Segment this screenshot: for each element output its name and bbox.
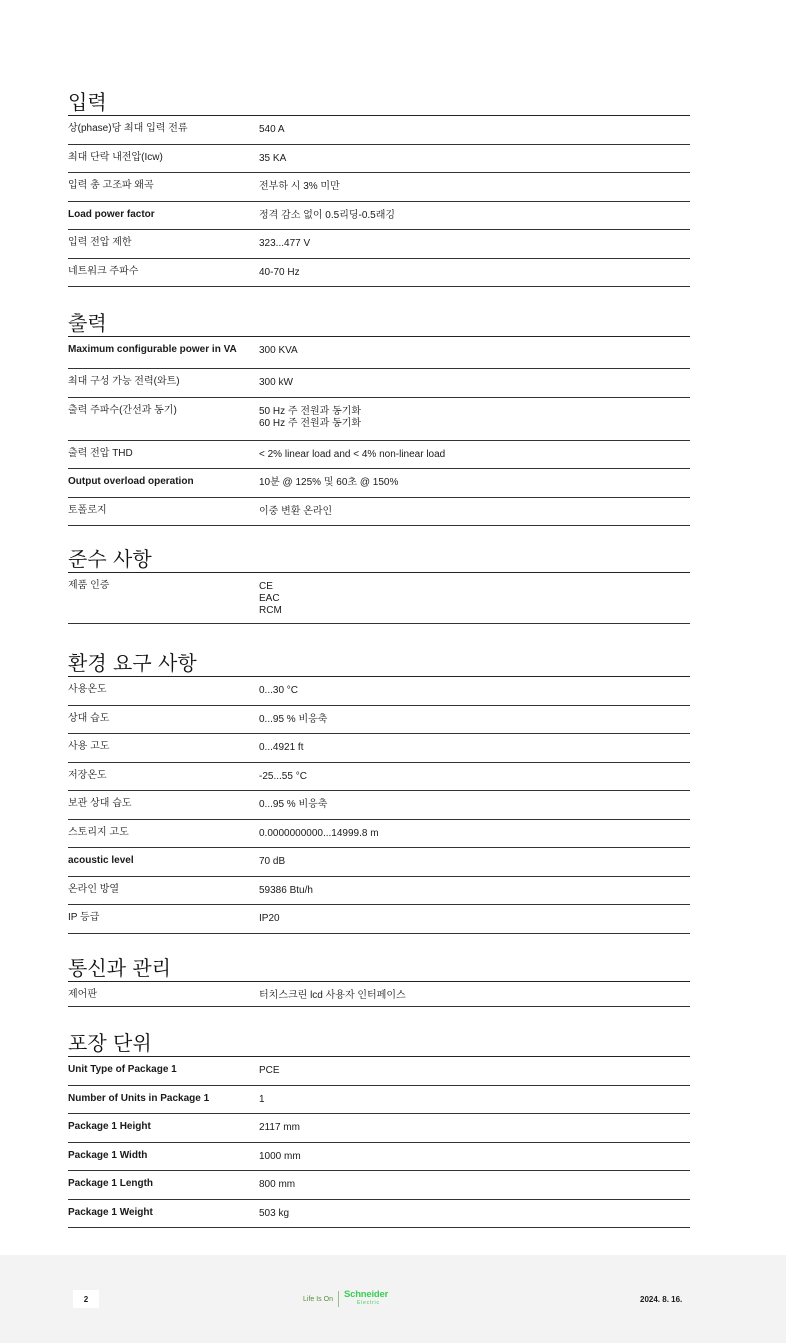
spec-value-line: 정격 감소 없이 0.5리딩-0.5래깅 xyxy=(259,209,396,221)
spec-value xyxy=(259,763,690,783)
spec-value xyxy=(259,791,690,811)
brand-sub: Electric xyxy=(356,1300,380,1306)
spec-value-line: 전부하 시 3% 미만 xyxy=(259,181,340,192)
spec-row xyxy=(68,1057,690,1086)
spec-value xyxy=(259,1114,690,1134)
spec-value xyxy=(259,230,690,250)
spec-row xyxy=(68,677,690,706)
spec-value-line: 0...4921 ft xyxy=(259,742,304,753)
spec-section xyxy=(68,1030,690,1228)
spec-label: 보관 상대 습도 xyxy=(68,798,132,809)
spec-row xyxy=(68,791,690,820)
spec-value xyxy=(259,337,690,357)
spec-value-line: 300 KVA xyxy=(259,345,298,356)
spec-row xyxy=(68,763,690,792)
spec-row xyxy=(68,469,690,498)
spec-value-line: 0...30 °C xyxy=(259,685,299,696)
spec-label: IP 등급 xyxy=(68,912,100,923)
spec-value-line: < 2% linear load and < 4% non-linear load xyxy=(259,448,446,460)
spec-section xyxy=(68,89,690,287)
spec-value-line: -25...55 °C xyxy=(259,770,307,782)
spec-value-line: EAC xyxy=(259,593,280,604)
spec-label: 토폴로지 xyxy=(68,504,107,516)
section-title: 통신과 관리 xyxy=(68,955,690,982)
spec-section xyxy=(68,955,690,1007)
spec-value xyxy=(259,573,690,617)
section-title: 포장 단위 xyxy=(68,1030,690,1057)
spec-section xyxy=(68,310,690,526)
spec-label: 출력 전압 THD xyxy=(68,447,133,459)
spec-row xyxy=(68,202,690,231)
spec-label: 네트워크 주파수 xyxy=(68,265,139,277)
spec-value-line: 1000 mm xyxy=(259,1150,301,1162)
section-title: 준수 사항 xyxy=(68,546,690,573)
spec-row xyxy=(68,1086,690,1115)
spec-row xyxy=(68,1114,690,1143)
spec-value xyxy=(259,877,690,897)
spec-row xyxy=(68,398,690,441)
schneider-logo xyxy=(344,1291,388,1307)
spec-label: 제품 인증 xyxy=(68,580,110,591)
brand-name: Schneider xyxy=(343,1289,389,1300)
spec-value xyxy=(259,259,690,279)
spec-value xyxy=(259,706,690,726)
spec-value xyxy=(259,469,690,489)
spec-label: 사용 고도 xyxy=(68,741,110,752)
spec-value xyxy=(259,1086,690,1106)
spec-value-line: IP20 xyxy=(259,913,280,924)
spec-value-line: 800 mm xyxy=(259,1179,296,1190)
spec-value xyxy=(259,202,690,222)
spec-label: Maximum configurable power in VA xyxy=(68,344,237,355)
spec-row xyxy=(68,498,690,527)
page-number: 2 xyxy=(73,1290,99,1308)
spec-label: 상(phase)당 최대 입력 전류 xyxy=(68,123,188,134)
spec-row xyxy=(68,877,690,906)
spec-value-line: 60 Hz 주 전원과 동기화 xyxy=(259,417,362,429)
spec-value-line: 0...95 % 비응축 xyxy=(259,713,328,725)
spec-value-line: 1 xyxy=(259,1093,265,1105)
spec-value xyxy=(259,145,690,165)
spec-label: 사용온도 xyxy=(68,684,107,695)
brand-logo-area xyxy=(303,1290,388,1308)
spec-row xyxy=(68,573,690,624)
document-date: 2024. 8. 16. xyxy=(640,1295,683,1304)
spec-label: Package 1 Height xyxy=(68,1121,151,1132)
spec-value-line: 70 dB xyxy=(259,856,286,867)
spec-value xyxy=(259,173,690,193)
spec-label: 스토리지 고도 xyxy=(68,826,129,838)
spec-value xyxy=(259,820,690,840)
spec-label: acoustic level xyxy=(68,855,134,866)
spec-value xyxy=(259,441,690,461)
spec-value xyxy=(259,905,690,925)
spec-value-line: RCM xyxy=(259,605,282,616)
spec-section xyxy=(68,650,690,934)
brand-divider xyxy=(338,1291,339,1307)
spec-value-line: 300 kW xyxy=(259,377,293,388)
spec-value-line: 323...477 V xyxy=(259,238,311,249)
spec-value-line: 50 Hz 주 전원과 동기화 xyxy=(259,405,362,417)
spec-value-line: PCE xyxy=(259,1065,280,1076)
spec-row xyxy=(68,820,690,849)
spec-value-line: 59386 Btu/h xyxy=(259,884,313,896)
spec-value xyxy=(259,1143,690,1163)
brand-tagline: Life Is On xyxy=(303,1295,333,1303)
spec-row xyxy=(68,706,690,735)
spec-section xyxy=(68,546,690,624)
spec-value xyxy=(259,848,690,868)
spec-label: Output overload operation xyxy=(68,476,194,487)
spec-row xyxy=(68,734,690,763)
spec-value xyxy=(259,982,690,1002)
spec-value-line: 2117 mm xyxy=(259,1122,300,1133)
spec-row xyxy=(68,982,690,1007)
spec-label: Package 1 Length xyxy=(68,1178,154,1189)
spec-row xyxy=(68,1200,690,1229)
spec-value xyxy=(259,398,690,430)
spec-row xyxy=(68,441,690,470)
spec-value-line: CE xyxy=(259,581,273,592)
spec-value xyxy=(259,734,690,754)
spec-row xyxy=(68,1171,690,1200)
spec-value xyxy=(259,1171,690,1191)
spec-row xyxy=(68,259,690,288)
spec-row xyxy=(68,848,690,877)
spec-value-line: 35 KA xyxy=(259,152,287,164)
spec-value xyxy=(259,1057,690,1077)
spec-label: 상대 습도 xyxy=(68,712,110,724)
spec-value-line: 40-70 Hz xyxy=(259,266,300,278)
section-title: 입력 xyxy=(68,89,690,116)
spec-label: Load power factor xyxy=(68,208,155,220)
spec-value-line: 0...95 % 비응축 xyxy=(259,799,328,810)
spec-label: Package 1 Width xyxy=(68,1149,148,1161)
spec-label: 온라인 방열 xyxy=(68,883,120,895)
spec-value-line: 0.0000000000...14999.8 m xyxy=(259,827,379,839)
spec-value xyxy=(259,677,690,697)
section-title: 출력 xyxy=(68,310,690,337)
spec-value xyxy=(259,116,690,136)
spec-row xyxy=(68,1143,690,1172)
spec-label: Unit Type of Package 1 xyxy=(68,1064,177,1075)
page-footer xyxy=(0,1255,786,1343)
spec-row xyxy=(68,369,690,398)
spec-label: 출력 주파수(간선과 동기) xyxy=(68,404,177,416)
spec-row xyxy=(68,145,690,174)
spec-value xyxy=(259,369,690,389)
spec-label: 제어판 xyxy=(68,989,97,1000)
section-title: 환경 요구 사항 xyxy=(68,650,690,677)
spec-value-line: 10분 @ 125% 및 60초 @ 150% xyxy=(259,477,399,488)
spec-row xyxy=(68,230,690,259)
spec-value xyxy=(259,1200,690,1220)
spec-row xyxy=(68,337,690,369)
spec-label: 입력 총 고조파 왜곡 xyxy=(68,180,154,191)
spec-row xyxy=(68,116,690,145)
spec-label: 저장온도 xyxy=(68,769,107,781)
spec-row xyxy=(68,173,690,202)
spec-label: 입력 전압 제한 xyxy=(68,237,132,248)
spec-label: 최대 단락 내전압(Icw) xyxy=(68,151,163,163)
spec-value-line: 이중 변환 온라인 xyxy=(259,505,333,517)
spec-value-line: 540 A xyxy=(259,124,285,135)
spec-value xyxy=(259,498,690,518)
spec-label: Package 1 Weight xyxy=(68,1206,153,1218)
spec-label: 최대 구성 가능 전력(와트) xyxy=(68,376,180,387)
spec-value-line: 터치스크린 lcd 사용자 인터페이스 xyxy=(259,990,406,1001)
spec-row xyxy=(68,905,690,934)
spec-label: Number of Units in Package 1 xyxy=(68,1092,210,1104)
spec-value-line: 503 kg xyxy=(259,1207,290,1219)
